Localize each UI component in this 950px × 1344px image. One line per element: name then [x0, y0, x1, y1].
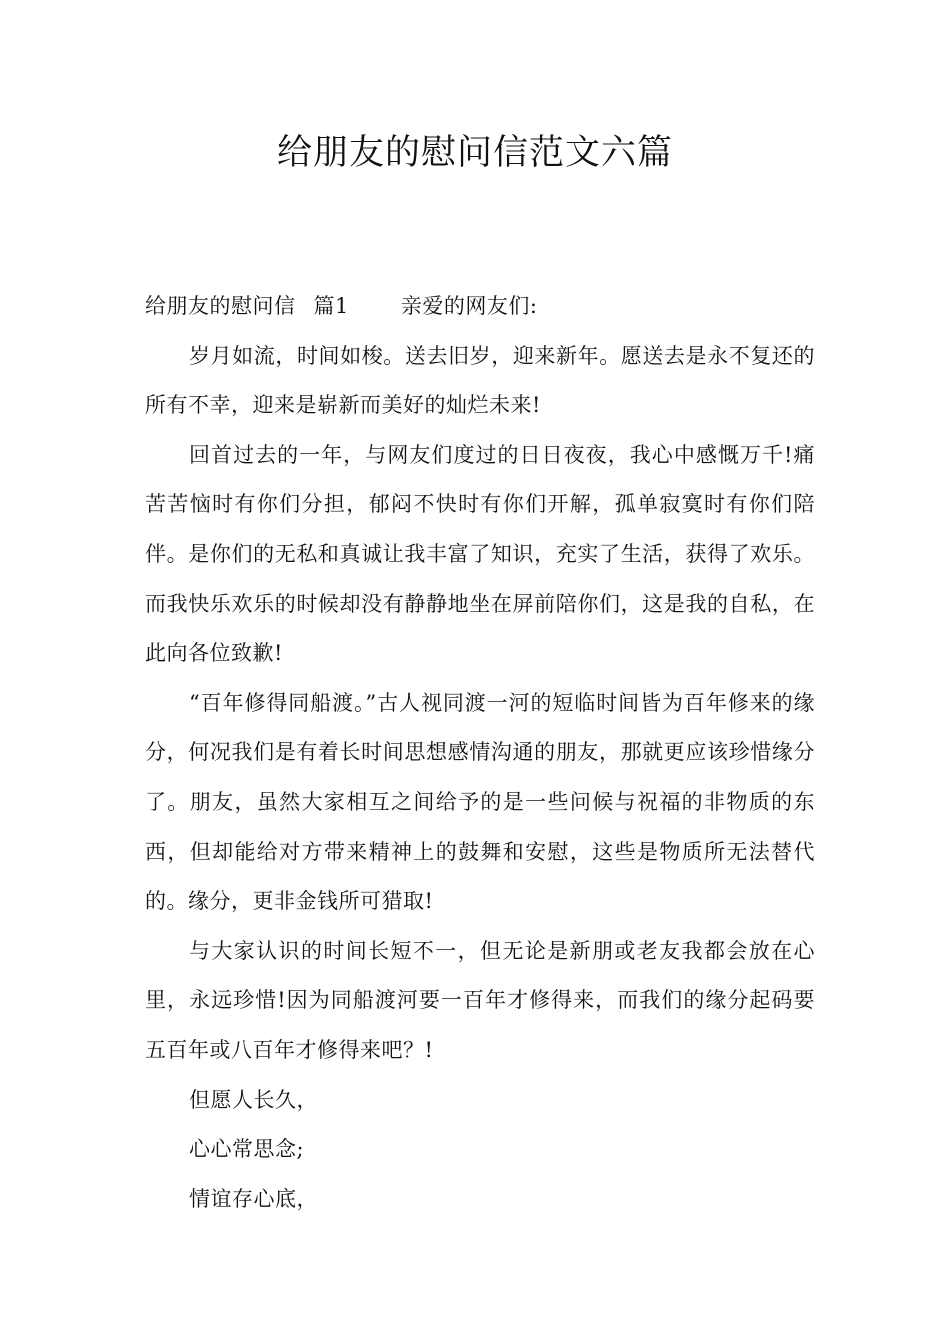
section-number: 篇1 — [313, 294, 349, 318]
paragraph-4: 与大家认识的时间长短不一，但无论是新朋或老友我都会放在心里，永远珍惜!因为同船渡河要一百年才修得来，而我们的缘分起码要五百年或八百年才修得来吧？! — [145, 938, 815, 1062]
poem-line-2: 心心常思念; — [189, 1137, 305, 1162]
section-heading-line — [145, 282, 815, 332]
paragraph-1: 岁月如流，时间如梭。送去旧岁，迎来新年。愿送去是永不复还的所有不幸，迎来是崭新而美好的灿烂未来! — [145, 343, 815, 418]
document-title: 给朋友的慰问信范文六篇 — [276, 133, 673, 173]
poem-line-3: 情谊存心底， — [189, 1186, 318, 1211]
paragraph-2: 回首过去的一年，与网友们度过的日日夜夜，我心中感慨万千!痛苦苦恼时有你们分担，郁闷不快时有你们开解，孤单寂寞时有你们陪伴。是你们的无私和真诚让我丰富了知识，充实了生活，获得了欢乐。而我快乐欢乐的时候却没有静静地坐在屏前陪你们，这是我的自私，在此向各位致歉! — [145, 442, 815, 666]
poem-line-1: 但愿人长久， — [189, 1087, 318, 1112]
salutation: 亲爱的网友们: — [400, 294, 538, 318]
section-heading: 给朋友的慰问信 — [145, 294, 296, 318]
paragraph-3: “百年修得同船渡。”古人视同渡一河的短临时间皆为百年修来的缘分，何况我们是有着长时间思想感情沟通的朋友，那就更应该珍惜缘分了。朋友，虽然大家相互之间给予的是一些问候与祝福的非物质的东西，但却能给对方带来精神上的鼓舞和安慰，这些是物质所无法替代的。缘分，更非金钱所可猎取! — [145, 690, 815, 914]
document-body — [145, 282, 815, 1224]
